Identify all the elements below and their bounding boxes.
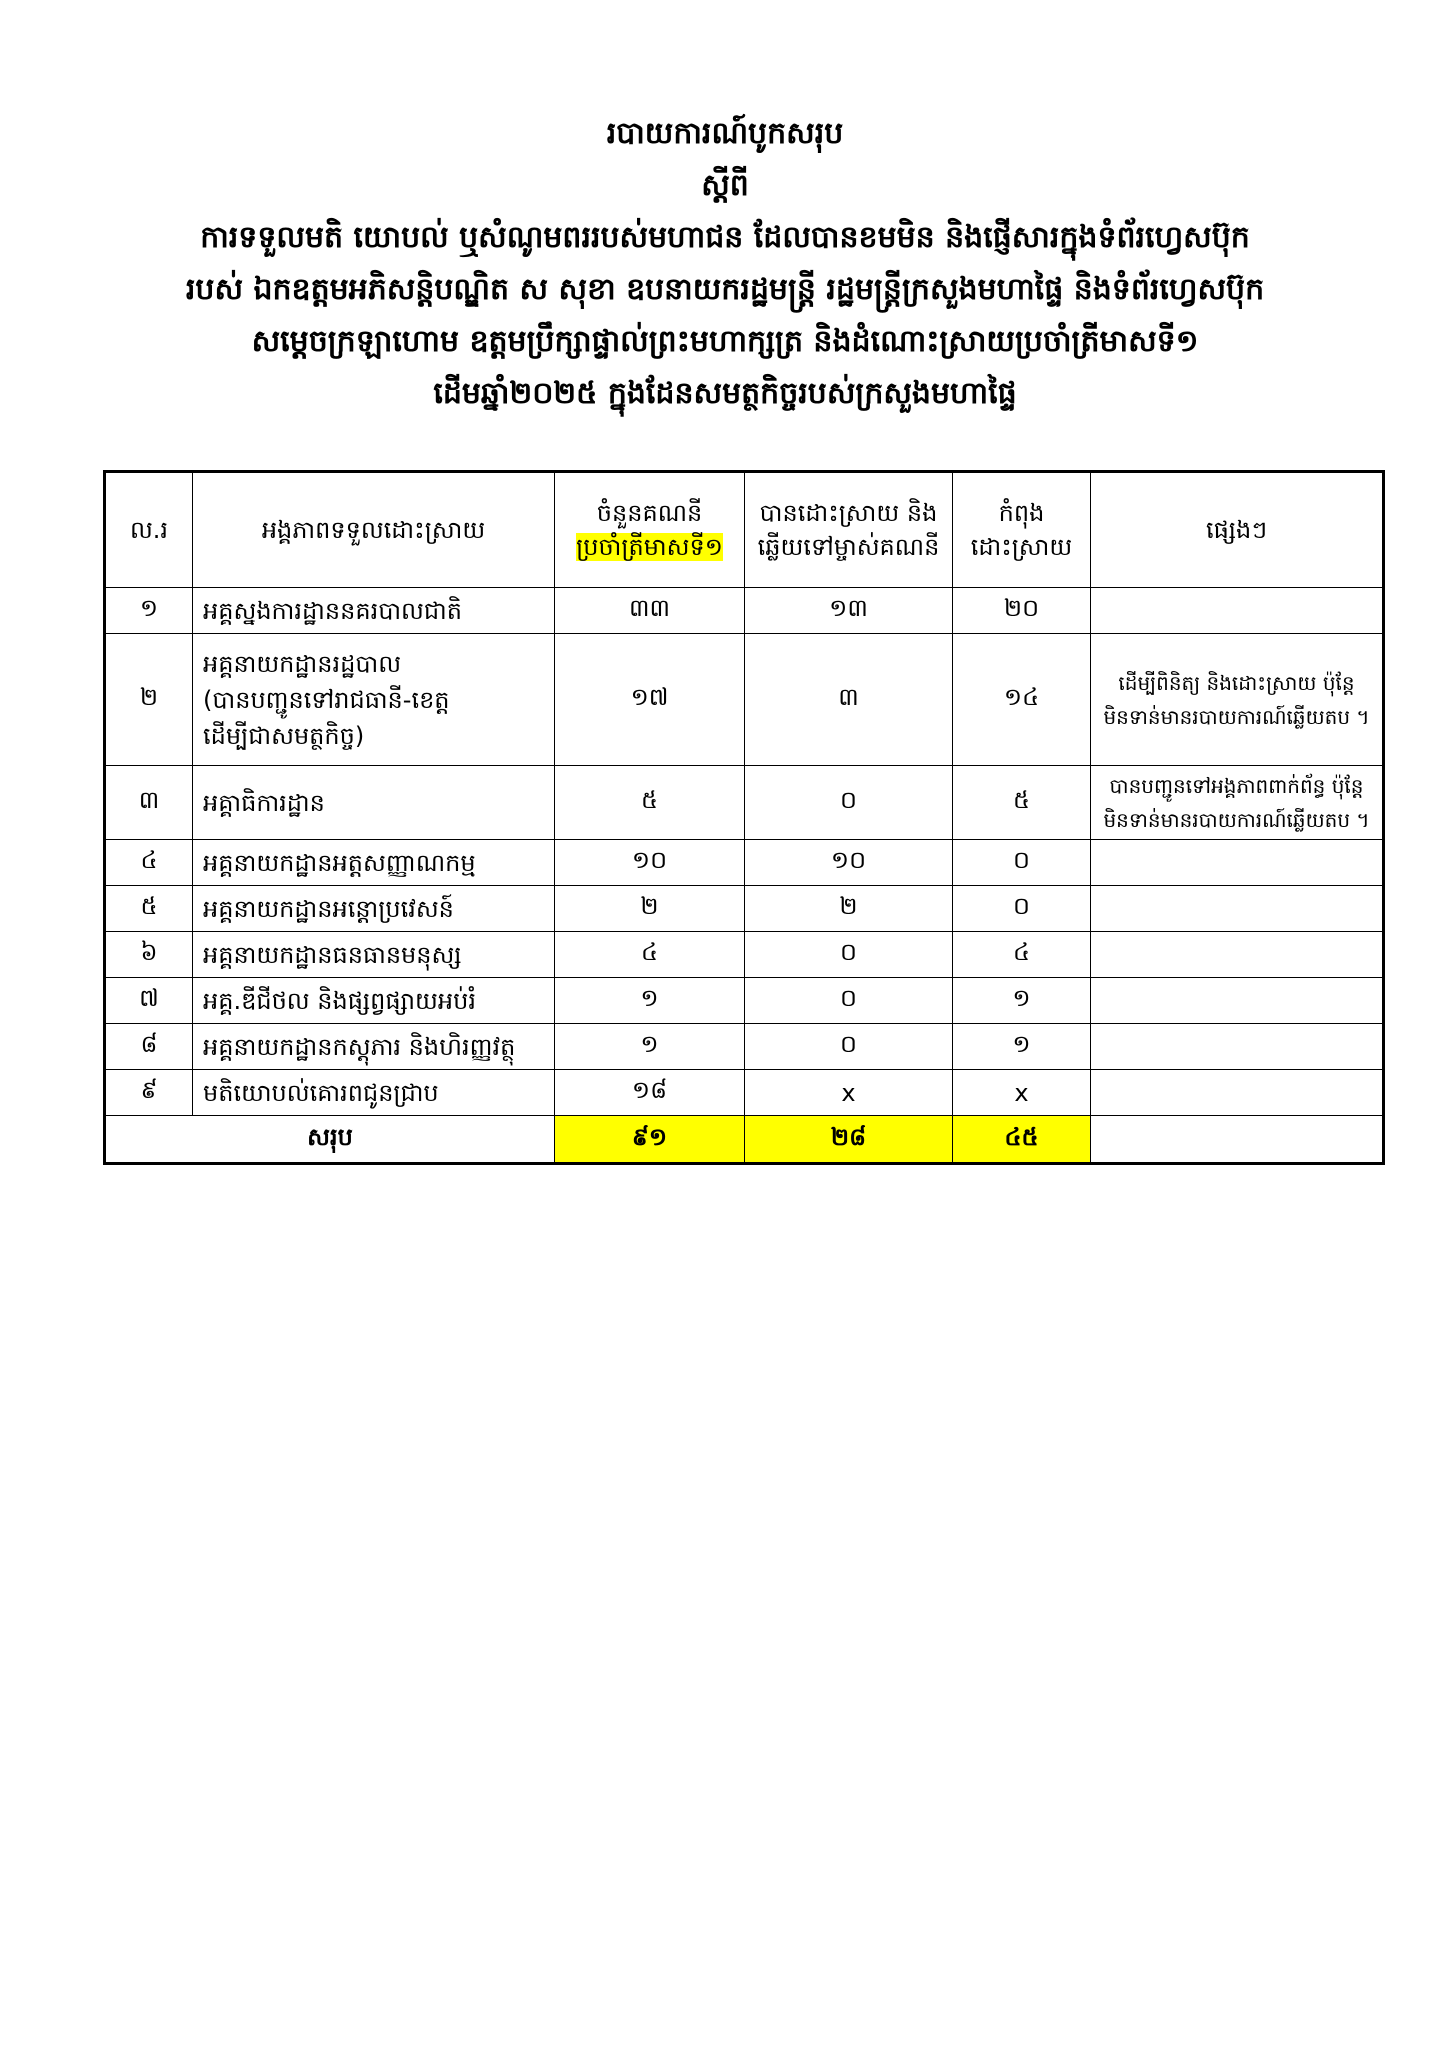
- cell-no-text: ៦: [140, 938, 158, 966]
- cell-other: [1091, 978, 1384, 1024]
- cell-solved: [745, 588, 953, 634]
- cell-pending-text: ០: [1013, 846, 1030, 874]
- header-count-highlight: ប្រចាំត្រីមាសទី១: [576, 533, 723, 561]
- title-line-1: របាយការណ៍បូកសរុប: [606, 116, 844, 151]
- table-row: [105, 1024, 1384, 1070]
- title-line-2: ស្តីពី: [701, 168, 749, 203]
- title-line-6: ដើមឆ្នាំ២០២៥ ក្នុងដែនសមត្ថកិច្ចរបស់ក្រសួងមហាផ្ទៃ: [433, 376, 1017, 411]
- cell-pending: [953, 588, 1091, 634]
- table-row: [105, 766, 1384, 840]
- cell-unit-line1: អគ្គ.ឌីជីថល និងផ្សព្វផ្សាយអប់រំ: [203, 986, 476, 1015]
- cell-count-text: ៤: [641, 938, 658, 966]
- cell-unit-line1: អគ្គាធិការដ្ឋាន: [203, 788, 325, 817]
- total-row: [105, 1116, 1384, 1164]
- cell-unit-line1: អគ្គនាយកដ្ឋានអន្តោប្រវេសន៍: [203, 894, 454, 923]
- cell-other: [1091, 886, 1384, 932]
- cell-unit-line1: អគ្គស្នងការដ្ឋាននគរបាលជាតិ: [203, 596, 462, 625]
- cell-note-line2: មិនទាន់មានរបាយការណ៍ឆ្លើយតប ។: [1103, 704, 1370, 729]
- cell-count: [555, 766, 745, 840]
- table-header-row: [105, 472, 1384, 588]
- cell-no: [105, 886, 193, 932]
- cell-unit-line1: អគ្គនាយកដ្ឋានរដ្ឋបាល: [203, 649, 402, 678]
- cell-other: [1091, 1070, 1384, 1116]
- cell-other: [1091, 1024, 1384, 1070]
- cell-pending: [953, 886, 1091, 932]
- cell-note-line1: ដើម្បីពិនិត្យ និងដោះស្រាយ ប៉ុន្តែ: [1118, 670, 1355, 695]
- cell-no: [105, 766, 193, 840]
- header-count-line2: [563, 530, 736, 564]
- cell-count: [555, 840, 745, 886]
- cell-no-text: ៧: [139, 984, 159, 1012]
- cell-no-text: ៣: [138, 786, 160, 814]
- cell-pending: [953, 1024, 1091, 1070]
- cell-other: [1091, 840, 1384, 886]
- cell-no: [105, 588, 193, 634]
- total-solved: ២៨: [745, 1116, 953, 1164]
- cell-count-text: ១០: [631, 846, 668, 874]
- cell-count: [555, 932, 745, 978]
- cell-no: [105, 1024, 193, 1070]
- cell-solved: [745, 1070, 953, 1116]
- cell-no-text: ៥: [140, 892, 158, 920]
- cell-count-text: ២: [640, 892, 659, 920]
- header-solved: [745, 472, 953, 588]
- cell-count: [555, 588, 745, 634]
- total-label: សរុប: [105, 1116, 555, 1164]
- cell-solved: [745, 840, 953, 886]
- table-body: [105, 588, 1384, 1116]
- header-unit: អង្គភាពទទួលដោះស្រាយ: [193, 472, 555, 588]
- cell-pending: [953, 978, 1091, 1024]
- cell-other: [1091, 766, 1384, 840]
- table-row: [105, 634, 1384, 766]
- cell-no: [105, 634, 193, 766]
- cell-no: [105, 932, 193, 978]
- cell-solved: [745, 932, 953, 978]
- cell-note-line2: មិនទាន់មានរបាយការណ៍ឆ្លើយតប ។: [1103, 807, 1370, 832]
- header-count-line1: ចំនួនគណនី: [596, 499, 703, 527]
- cell-solved: [745, 886, 953, 932]
- cell-solved-text: ០: [840, 1030, 857, 1058]
- cell-no: [105, 1070, 193, 1116]
- cell-pending: [953, 766, 1091, 840]
- cell-pending: [953, 634, 1091, 766]
- cell-no-text: ៩: [140, 1076, 158, 1104]
- cell-count-text: ១: [640, 984, 659, 1012]
- cell-pending-text: x: [1014, 1078, 1029, 1107]
- cell-unit: [193, 978, 555, 1024]
- header-count: [555, 472, 745, 588]
- title-line-5: សម្តេចក្រឡាហោម ឧត្តមប្រឹក្សាផ្ទាល់ព្រះមហាក្សត្រ និងដំណោះស្រាយប្រចាំត្រីមាសទី១: [251, 324, 1199, 359]
- header-solved-line1: បានដោះស្រាយ និង: [759, 499, 938, 527]
- cell-solved-text: ១៣: [829, 594, 868, 622]
- cell-pending-text: ១: [1012, 1030, 1031, 1058]
- cell-solved-text: ០: [840, 984, 857, 1012]
- cell-pending-text: ១: [1012, 984, 1031, 1012]
- cell-unit-line3: ដើម្បីជាសមត្ថកិច្ច): [203, 721, 365, 750]
- cell-no: [105, 978, 193, 1024]
- cell-count: [555, 1024, 745, 1070]
- table-row: [105, 978, 1384, 1024]
- cell-unit-line1: អគ្គនាយកដ្ឋានកស្តុភារ និងហិរញ្ញវត្ថុ: [203, 1032, 516, 1061]
- cell-no: [105, 840, 193, 886]
- cell-solved-text: ១០: [830, 846, 867, 874]
- cell-other: [1091, 634, 1384, 766]
- cell-other: [1091, 588, 1384, 634]
- report-title: [100, 108, 1350, 420]
- cell-count: [555, 634, 745, 766]
- cell-solved-text: ៣: [838, 683, 859, 711]
- cell-pending: [953, 932, 1091, 978]
- cell-no-text: ២: [139, 683, 159, 711]
- cell-count-text: ១៧: [630, 683, 669, 711]
- cell-note-line1: បានបញ្ជូនទៅអង្គភាពពាក់ព័ន្ធ ប៉ុន្តែ: [1109, 773, 1364, 798]
- cell-no-text: ៤: [140, 846, 158, 874]
- cell-no-text: ៨: [140, 1030, 158, 1058]
- table-row: [105, 886, 1384, 932]
- total-pending: ៤៥: [953, 1116, 1091, 1164]
- header-pending-line1: កំពុង: [998, 499, 1045, 527]
- cell-count-text: ៥: [641, 786, 658, 814]
- cell-pending-text: ៤: [1013, 938, 1030, 966]
- total-other: [1091, 1116, 1384, 1164]
- cell-pending-text: ៥: [1013, 786, 1030, 814]
- title-line-4: របស់ ឯកឧត្តមអភិសន្តិបណ្ឌិត ស សុខា ឧបនាយករដ្ឋមន្ត្រី រដ្ឋមន្ត្រីក្រសួងមហាផ្ទៃ និងទំព័រហ្វេសប៊ុក: [185, 272, 1265, 307]
- cell-unit: [193, 634, 555, 766]
- cell-unit: [193, 840, 555, 886]
- cell-count: [555, 886, 745, 932]
- table-row: [105, 932, 1384, 978]
- header-no: ល.រ: [105, 472, 193, 588]
- table-row: [105, 1070, 1384, 1116]
- title-line-3: ការទទួលមតិ យោបល់ ឬសំណូមពររបស់មហាជន ដែលបានខមមិន និងផ្ញើសារក្នុងទំព័រហ្វេសប៊ុក: [200, 220, 1250, 255]
- report-table: [103, 470, 1385, 1165]
- cell-unit-line1: អគ្គនាយកដ្ឋានអត្តសញ្ញាណកម្ម: [203, 848, 476, 877]
- cell-solved-text: ២: [839, 892, 858, 920]
- header-other: ផ្សេងៗ: [1091, 472, 1384, 588]
- cell-other: [1091, 932, 1384, 978]
- cell-count: [555, 978, 745, 1024]
- cell-count-text: ១: [640, 1030, 659, 1058]
- cell-pending-text: ០: [1013, 892, 1030, 920]
- cell-unit-line1: អគ្គនាយកដ្ឋានធនធានមនុស្ស: [203, 940, 462, 969]
- cell-count-text: ៣៣: [628, 594, 670, 622]
- cell-solved-text: x: [841, 1078, 856, 1107]
- cell-unit: [193, 588, 555, 634]
- cell-no-text: ១: [139, 594, 159, 622]
- header-pending-line2: ដោះស្រាយ: [970, 533, 1073, 561]
- cell-pending: [953, 840, 1091, 886]
- cell-unit-line1: មតិយោបល់គោរពជូនជ្រាប: [203, 1078, 439, 1107]
- cell-unit: [193, 1070, 555, 1116]
- cell-solved: [745, 1024, 953, 1070]
- cell-pending-text: ១៤: [1003, 683, 1040, 711]
- cell-unit: [193, 932, 555, 978]
- cell-pending-text: ២០: [1003, 594, 1040, 622]
- cell-count-text: ១៨: [631, 1076, 668, 1104]
- cell-solved-text: ០: [840, 786, 857, 814]
- cell-solved: [745, 978, 953, 1024]
- cell-unit: [193, 1024, 555, 1070]
- header-pending: [953, 472, 1091, 588]
- total-count: ៩១: [555, 1116, 745, 1164]
- cell-unit: [193, 886, 555, 932]
- table-row: [105, 840, 1384, 886]
- cell-unit: [193, 766, 555, 840]
- header-solved-line2: ឆ្លើយទៅម្ចាស់គណនី: [757, 533, 940, 561]
- cell-solved: [745, 766, 953, 840]
- cell-count: [555, 1070, 745, 1116]
- cell-solved: [745, 634, 953, 766]
- cell-pending: [953, 1070, 1091, 1116]
- table-row: [105, 588, 1384, 634]
- cell-unit-line2: (បានបញ្ជូនទៅរាជធានី-ខេត្ត: [203, 685, 450, 714]
- cell-solved-text: ០: [840, 938, 857, 966]
